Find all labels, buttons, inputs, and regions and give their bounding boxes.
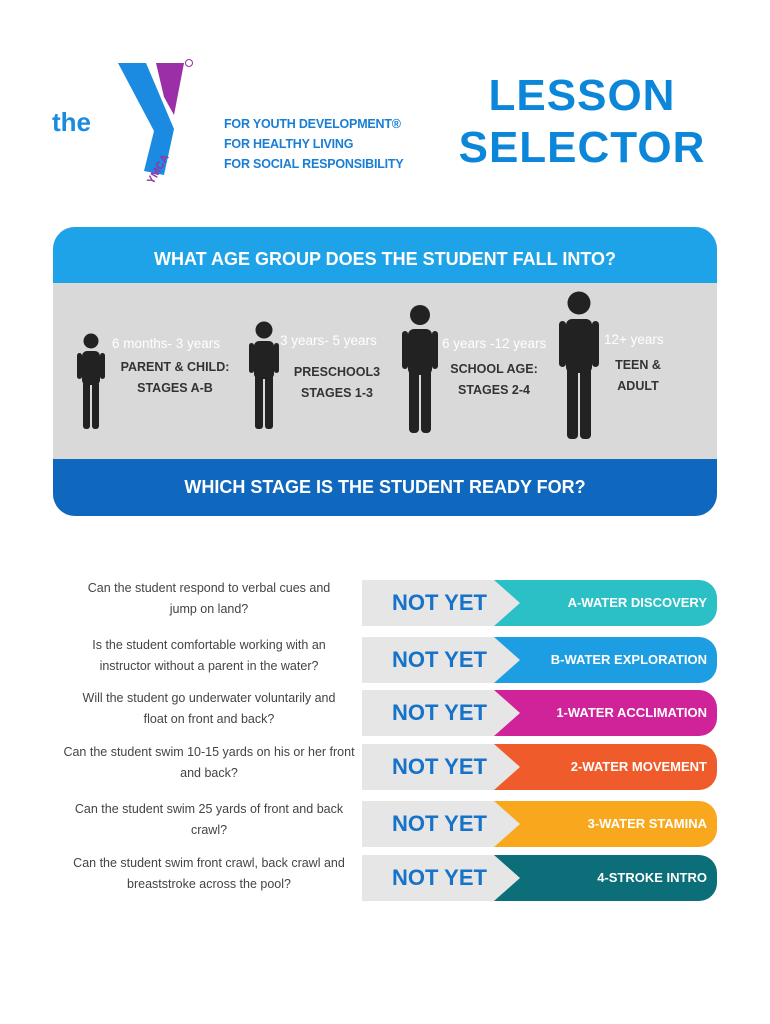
stage-button[interactable] bbox=[494, 690, 717, 736]
age-desc-preschool-2: STAGES 1-3 bbox=[300, 386, 373, 400]
stage-label: A-WATER DISCOVERY bbox=[567, 595, 707, 610]
stage-label: 4-STROKE INTRO bbox=[597, 870, 707, 885]
page-title-line2: SELECTOR bbox=[458, 123, 706, 172]
question-text bbox=[54, 799, 364, 841]
question-line-2: jump on land? bbox=[169, 602, 249, 616]
age-desc-infant-2: STAGES A-B bbox=[137, 381, 213, 395]
question-line-1: Can the student swim front crawl, back crawl and bbox=[73, 856, 345, 870]
question-line-1: Can the student respond to verbal cues and bbox=[87, 581, 331, 595]
ymca-logo bbox=[50, 55, 200, 195]
arrow-right-icon bbox=[494, 637, 520, 683]
page-title-line1: LESSON bbox=[488, 71, 676, 120]
preschooler-figure-icon bbox=[249, 321, 279, 429]
question-line-2: float on front and back? bbox=[143, 712, 275, 726]
age-range-school: 6 years -12 years bbox=[442, 336, 547, 351]
question-line-1: Is the student comfortable working with an bbox=[92, 638, 326, 652]
age-panel bbox=[53, 227, 717, 516]
stage-button[interactable] bbox=[494, 744, 717, 790]
not-yet-button[interactable]: NOT YET bbox=[362, 855, 494, 901]
stage-button[interactable] bbox=[494, 580, 717, 626]
not-yet-button[interactable]: NOT YET bbox=[362, 580, 494, 626]
svg-text:YMCA: YMCA bbox=[145, 152, 172, 187]
question-text bbox=[54, 578, 364, 620]
tagline-youth: FOR YOUTH DEVELOPMENT® bbox=[224, 117, 401, 131]
arrow-right-icon bbox=[494, 855, 520, 901]
arrow-right-icon bbox=[494, 690, 520, 736]
question-line-1: Can the student swim 10-15 yards on his or her front bbox=[63, 745, 355, 759]
age-desc-infant-1: PARENT & CHILD: bbox=[120, 360, 230, 374]
stage-label: 2-WATER MOVEMENT bbox=[570, 759, 707, 774]
age-desc-teen-2: ADULT bbox=[617, 379, 659, 393]
stage-button[interactable] bbox=[494, 637, 717, 683]
stage-label: 3-WATER STAMINA bbox=[587, 816, 707, 831]
age-desc-school-2: STAGES 2-4 bbox=[457, 383, 530, 397]
tagline-social: FOR SOCIAL RESPONSIBILITY bbox=[224, 157, 404, 171]
age-desc-preschool-1: PRESCHOOL3 bbox=[293, 365, 381, 379]
not-yet-button[interactable]: NOT YET bbox=[362, 637, 494, 683]
question-text bbox=[54, 853, 364, 895]
arrow-right-icon bbox=[494, 744, 520, 790]
arrow-right-icon bbox=[494, 580, 520, 626]
age-desc-school-1: SCHOOL AGE: bbox=[450, 362, 538, 376]
not-yet-button[interactable]: NOT YET bbox=[362, 690, 494, 736]
stage-label: 1-WATER ACCLIMATION bbox=[556, 705, 707, 720]
arrow-right-icon bbox=[494, 801, 520, 847]
question-line-2: crawl? bbox=[190, 823, 228, 837]
svg-text:the: the bbox=[52, 107, 91, 137]
question-text bbox=[54, 688, 364, 730]
stage-label: B-WATER EXPLORATION bbox=[550, 652, 707, 667]
question-text bbox=[54, 742, 364, 784]
not-yet-button[interactable]: NOT YET bbox=[362, 801, 494, 847]
adult-figure-icon bbox=[559, 291, 599, 439]
age-range-preschool: 3 years- 5 years bbox=[280, 333, 377, 348]
toddler-figure-icon bbox=[77, 333, 105, 429]
stage-button[interactable] bbox=[494, 801, 717, 847]
question-line-1: Can the student swim 25 yards of front and back bbox=[74, 802, 344, 816]
tagline-healthy: FOR HEALTHY LIVING bbox=[224, 137, 354, 151]
question-line-2: breaststroke across the pool? bbox=[127, 877, 291, 891]
stage-section-header: WHICH STAGE IS THE STUDENT READY FOR? bbox=[53, 459, 717, 516]
age-range-infant: 6 months- 3 years bbox=[112, 336, 221, 351]
age-desc-teen-1: TEEN & bbox=[615, 358, 661, 372]
question-line-2: and back? bbox=[180, 766, 238, 780]
question-text bbox=[54, 635, 364, 677]
age-range-teen: 12+ years bbox=[604, 332, 664, 347]
age-section-header: WHAT AGE GROUP DOES THE STUDENT FALL INTO? bbox=[53, 227, 717, 283]
not-yet-button[interactable]: NOT YET bbox=[362, 744, 494, 790]
age-groups bbox=[53, 283, 717, 459]
question-line-1: Will the student go underwater voluntarily and bbox=[82, 691, 336, 705]
stage-button[interactable] bbox=[494, 855, 717, 901]
question-line-2: instructor without a parent in the water? bbox=[99, 659, 319, 673]
